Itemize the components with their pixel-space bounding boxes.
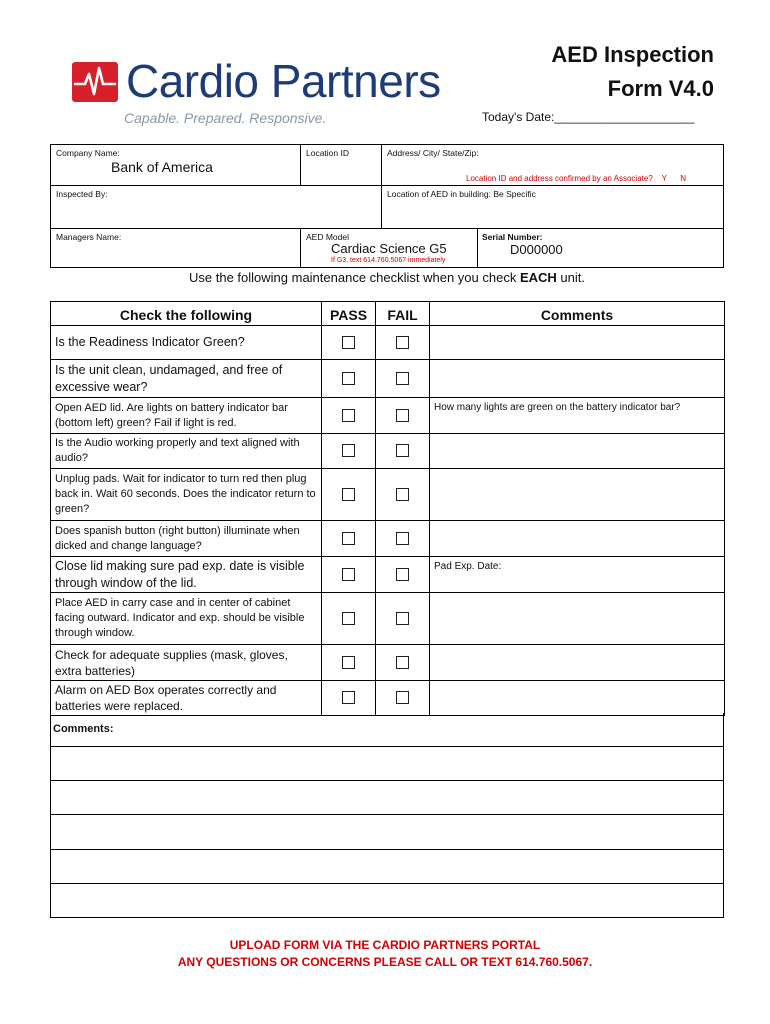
fail-column-header: FAIL xyxy=(376,302,430,326)
comment-line xyxy=(51,849,723,850)
fail-cell xyxy=(376,434,430,469)
pass-cell xyxy=(322,326,376,360)
todays-date-field[interactable]: Today's Date:_____________________ xyxy=(482,110,695,124)
form-title xyxy=(551,38,714,106)
comment-pad-exp-date[interactable]: Pad Exp. Date: xyxy=(430,557,725,593)
heartbeat-icon xyxy=(72,62,118,102)
pass-checkbox[interactable] xyxy=(342,409,355,422)
serial-number-label: Serial Number: xyxy=(482,232,543,242)
fail-checkbox[interactable] xyxy=(396,372,409,385)
serial-number-value: D000000 xyxy=(510,242,563,257)
form-title-line1: AED Inspection xyxy=(551,42,714,67)
table-row xyxy=(51,521,725,557)
pass-cell xyxy=(322,360,376,398)
instruction-emphasis: EACH xyxy=(519,270,557,285)
check-item-alarm: Alarm on AED Box operates correctly and batteries were replaced. xyxy=(51,681,322,716)
check-item-clean: Is the unit clean, undamaged, and free of excessive wear? xyxy=(51,360,322,398)
fail-cell xyxy=(376,326,430,360)
comment-line xyxy=(51,746,723,747)
confirm-yes-option[interactable]: Y xyxy=(661,174,667,183)
fail-checkbox[interactable] xyxy=(396,568,409,581)
comment-cell[interactable] xyxy=(430,434,725,469)
fail-checkbox[interactable] xyxy=(396,691,409,704)
location-id-label: Location ID xyxy=(306,148,349,158)
company-logo xyxy=(72,56,472,136)
confirm-question: Location ID and address confirmed by an Associate? xyxy=(466,174,653,183)
checklist-header-row xyxy=(51,302,725,326)
fail-checkbox[interactable] xyxy=(396,444,409,457)
pass-cell xyxy=(322,434,376,469)
brand-name: Cardio Partners xyxy=(126,55,441,107)
aed-model-label: AED Model xyxy=(306,232,349,242)
table-row xyxy=(51,645,725,681)
pass-checkbox[interactable] xyxy=(342,488,355,501)
info-grid xyxy=(50,144,724,268)
table-row xyxy=(51,469,725,521)
comment-cell[interactable] xyxy=(430,681,725,716)
pass-checkbox[interactable] xyxy=(342,444,355,457)
fail-cell xyxy=(376,469,430,521)
fail-cell xyxy=(376,645,430,681)
fail-cell xyxy=(376,521,430,557)
pass-cell xyxy=(322,557,376,593)
comment-cell[interactable] xyxy=(430,521,725,557)
pass-checkbox[interactable] xyxy=(342,656,355,669)
aed-model-note: If G3, text 614.760.5067 immediately xyxy=(331,257,446,264)
comment-cell[interactable] xyxy=(430,645,725,681)
location-id-cell[interactable] xyxy=(301,145,382,186)
check-column-header: Check the following xyxy=(51,302,322,326)
check-item-pads: Unplug pads. Wait for indicator to turn red then plug back in. Wait 60 seconds. Does the indicator return to green? xyxy=(51,469,322,521)
pass-checkbox[interactable] xyxy=(342,532,355,545)
pass-cell xyxy=(322,398,376,434)
check-item-lid: Close lid making sure pad exp. date is visible through window of the lid. xyxy=(51,557,322,593)
location-aed-cell[interactable] xyxy=(382,186,724,229)
company-name-value: Bank of America xyxy=(111,159,213,175)
table-row xyxy=(51,398,725,434)
check-item-readiness: Is the Readiness Indicator Green? xyxy=(51,326,322,360)
company-name-label: Company Name: xyxy=(56,148,120,158)
table-row xyxy=(51,434,725,469)
fail-checkbox[interactable] xyxy=(396,488,409,501)
table-row xyxy=(51,681,725,716)
fail-checkbox[interactable] xyxy=(396,336,409,349)
comment-cell[interactable] xyxy=(430,469,725,521)
location-aed-label: Location of AED in building: Be Specific xyxy=(387,189,536,199)
aed-model-value: Cardiac Science G5 xyxy=(331,241,447,256)
comment-line xyxy=(51,780,723,781)
table-row xyxy=(51,557,725,593)
fail-checkbox[interactable] xyxy=(396,532,409,545)
company-name-cell[interactable] xyxy=(51,145,301,186)
fail-checkbox[interactable] xyxy=(396,409,409,422)
comments-label: Comments: xyxy=(53,723,114,735)
pass-checkbox[interactable] xyxy=(342,568,355,581)
brand-tagline: Capable. Prepared. Responsive. xyxy=(124,110,327,126)
checklist-instruction xyxy=(50,270,724,285)
managers-name-label: Managers Name: xyxy=(56,232,122,242)
inspected-by-cell[interactable] xyxy=(51,186,382,229)
check-item-battery: Open AED lid. Are lights on battery indicator bar (bottom left) green? Fail if light is red. xyxy=(51,398,322,434)
address-label: Address/ City/ State/Zip: xyxy=(387,148,479,158)
pass-cell xyxy=(322,645,376,681)
comment-cell[interactable] xyxy=(430,593,725,645)
fail-cell xyxy=(376,398,430,434)
pass-cell xyxy=(322,469,376,521)
serial-number-cell[interactable] xyxy=(478,229,724,267)
check-item-carry-case: Place AED in carry case and in center of cabinet facing outward. Indicator and exp. should be visible through window. xyxy=(51,593,322,645)
instruction-text: Use the following maintenance checklist when you check xyxy=(189,270,520,285)
pass-checkbox[interactable] xyxy=(342,372,355,385)
instruction-text-end: unit. xyxy=(556,270,585,285)
address-confirm-note xyxy=(466,174,686,183)
maintenance-checklist xyxy=(50,301,725,716)
upload-instruction: UPLOAD FORM VIA THE CARDIO PARTNERS PORTAL xyxy=(229,938,541,952)
pass-cell xyxy=(322,521,376,557)
fail-cell xyxy=(376,360,430,398)
comment-line xyxy=(51,883,723,884)
check-item-supplies: Check for adequate supplies (mask, gloves, extra batteries) xyxy=(51,645,322,681)
address-cell[interactable] xyxy=(382,145,724,186)
check-item-spanish-button: Does spanish button (right button) illuminate when dicked and change language? xyxy=(51,521,322,557)
comment-cell[interactable] xyxy=(430,360,725,398)
general-comments-box[interactable] xyxy=(50,713,724,918)
table-row xyxy=(51,326,725,360)
fail-cell xyxy=(376,557,430,593)
comment-line xyxy=(51,814,723,815)
fail-checkbox[interactable] xyxy=(396,612,409,625)
comment-battery-lights[interactable]: How many lights are green on the battery indicator bar? xyxy=(430,398,725,434)
comment-cell[interactable] xyxy=(430,326,725,360)
fail-cell xyxy=(376,593,430,645)
inspected-by-label: Inspected By: xyxy=(56,189,108,199)
pass-cell xyxy=(322,593,376,645)
table-row xyxy=(51,360,725,398)
pass-checkbox[interactable] xyxy=(342,612,355,625)
check-item-audio: Is the Audio working properly and text aligned with audio? xyxy=(51,434,322,469)
confirm-no-option[interactable]: N xyxy=(680,174,686,183)
pass-cell xyxy=(322,681,376,716)
pass-checkbox[interactable] xyxy=(342,336,355,349)
aed-model-cell[interactable] xyxy=(301,229,478,267)
fail-checkbox[interactable] xyxy=(396,656,409,669)
form-title-line2: Form V4.0 xyxy=(607,76,714,101)
table-row xyxy=(51,593,725,645)
comments-column-header: Comments xyxy=(430,302,725,326)
managers-name-cell[interactable] xyxy=(51,229,301,267)
pass-checkbox[interactable] xyxy=(342,691,355,704)
pass-column-header: PASS xyxy=(322,302,376,326)
fail-cell xyxy=(376,681,430,716)
contact-instruction: ANY QUESTIONS OR CONCERNS PLEASE CALL OR TEXT 614.760.5067. xyxy=(177,955,593,969)
